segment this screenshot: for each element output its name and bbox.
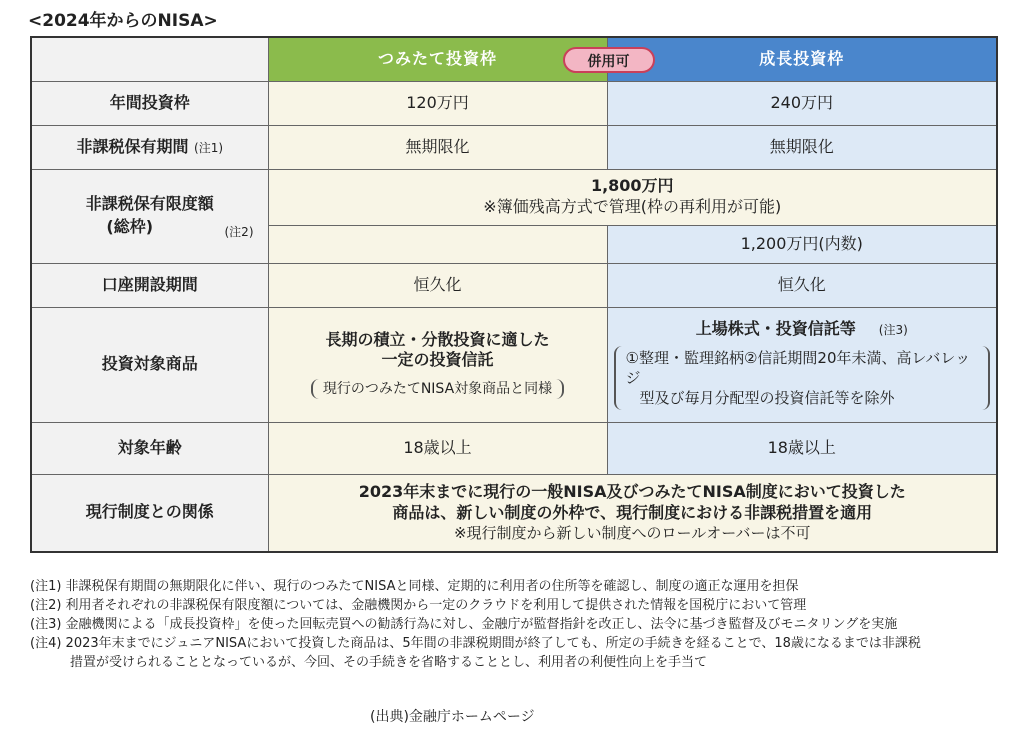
limit-label-line2: (総枠) [106,217,154,236]
table-row [31,169,997,225]
period-note: (注1) [194,140,224,155]
products-right-sub [614,346,991,411]
footnote-1: (注1) 非課税保有期間の無期限化に伴い、現行のつみたてNISAと同様、定期的に利用者の住所等を確認し、制度の適正な運用を担保 [30,579,799,594]
limit-left-empty [268,225,607,263]
limit-shared-cell [268,169,997,225]
products-left-sub: 現行のつみたてNISA対象商品と同様 [311,379,564,399]
period-right: 無期限化 [607,125,997,169]
row-label-relation: 現行制度との関係 [31,474,268,552]
footnote-4: (注4) 2023年末までにジュニアNISAにおいて投資した商品は、5年間の非課税期間が終了しても、所定の手続きを経ることで、18歳になるまでは非課税 [30,636,921,651]
account-left: 恒久化 [268,263,607,307]
products-right-sub-line1: ①整理・監理銘柄②信託期間20年未満、高レバレッジ [625,348,971,387]
growth-header: 成長投資枠 [607,37,997,81]
row-label-limit [31,169,268,263]
relation-cell [268,474,997,552]
period-left: 無期限化 [268,125,607,169]
tsumitate-header-label: つみたて投資枠 [377,48,497,68]
limit-label-line1: 非課税保有限度額 [85,194,214,214]
period-label: 非課税保有期間 [76,136,189,156]
products-right-sub-line2: 型及び毎月分配型の投資信託等を除外 [639,389,895,408]
footnote-2: (注2) 利用者それぞれの非課税保有限度額については、金融機関から一定のクラウドを利用して提供された情報を国税庁において管理 [30,598,807,613]
table-header-row [31,37,997,81]
relation-line3: ※現行制度から新しい制度へのロールオーバーは不可 [453,523,811,542]
products-left-line1: 長期の積立・分散投資に適した [325,329,550,349]
limit-shared-value: 1,800万円 [590,176,674,196]
footnotes [30,577,1010,672]
limit-right: 1,200万円(内数) [607,225,997,263]
products-right-main: 上場株式・投資信託等 [695,318,856,338]
products-right [607,307,997,422]
relation-line2: 商品は、新しい制度の外枠で、現行制度における非課税措置を適用 [392,503,873,522]
row-label-account: 口座開設期間 [31,263,268,307]
nisa-comparison-table [30,36,998,553]
table-row [31,125,997,169]
age-right: 18歳以上 [607,422,997,474]
row-label-annual: 年間投資枠 [31,81,268,125]
table-row [31,474,997,552]
footnote-4-cont: 措置が受けられることとなっているが、今回、その手続きを省略することとし、利用者の利便性向上を手当て [70,655,708,670]
age-left: 18歳以上 [268,422,607,474]
limit-shared-note: ※簿価残高方式で管理(枠の再利用が可能) [483,197,782,216]
table-row [31,307,997,422]
tsumitate-header [268,37,630,81]
account-right: 恒久化 [607,263,997,307]
products-left-line2: 一定の投資信託 [381,350,494,370]
source-credit: (出典)金融庁ホームページ [370,709,535,725]
annual-left: 120万円 [268,81,607,125]
table-row [31,422,997,474]
row-label-age: 対象年齢 [31,422,268,474]
products-left [268,307,607,422]
relation-line1: 2023年末までに現行の一般NISA及びつみたてNISA制度において投資した [358,482,906,502]
table-row [31,81,997,125]
combined-use-badge: 併用可 [563,47,655,73]
annual-right: 240万円 [607,81,997,125]
header-blank-cell [31,37,268,81]
row-label-period [31,125,268,169]
products-right-note: (注3) [878,322,908,337]
footnote-3: (注3) 金融機関による「成長投資枠」を使った回転売買への勧誘行為に対し、金融庁が監督指針を改正し、法令に基づき監督及びモニタリングを実施 [30,617,898,632]
row-label-products: 投資対象商品 [31,307,268,422]
page-title: <2024年からのNISA> [28,11,218,31]
limit-note: (注2) [224,224,254,239]
table-row [31,263,997,307]
